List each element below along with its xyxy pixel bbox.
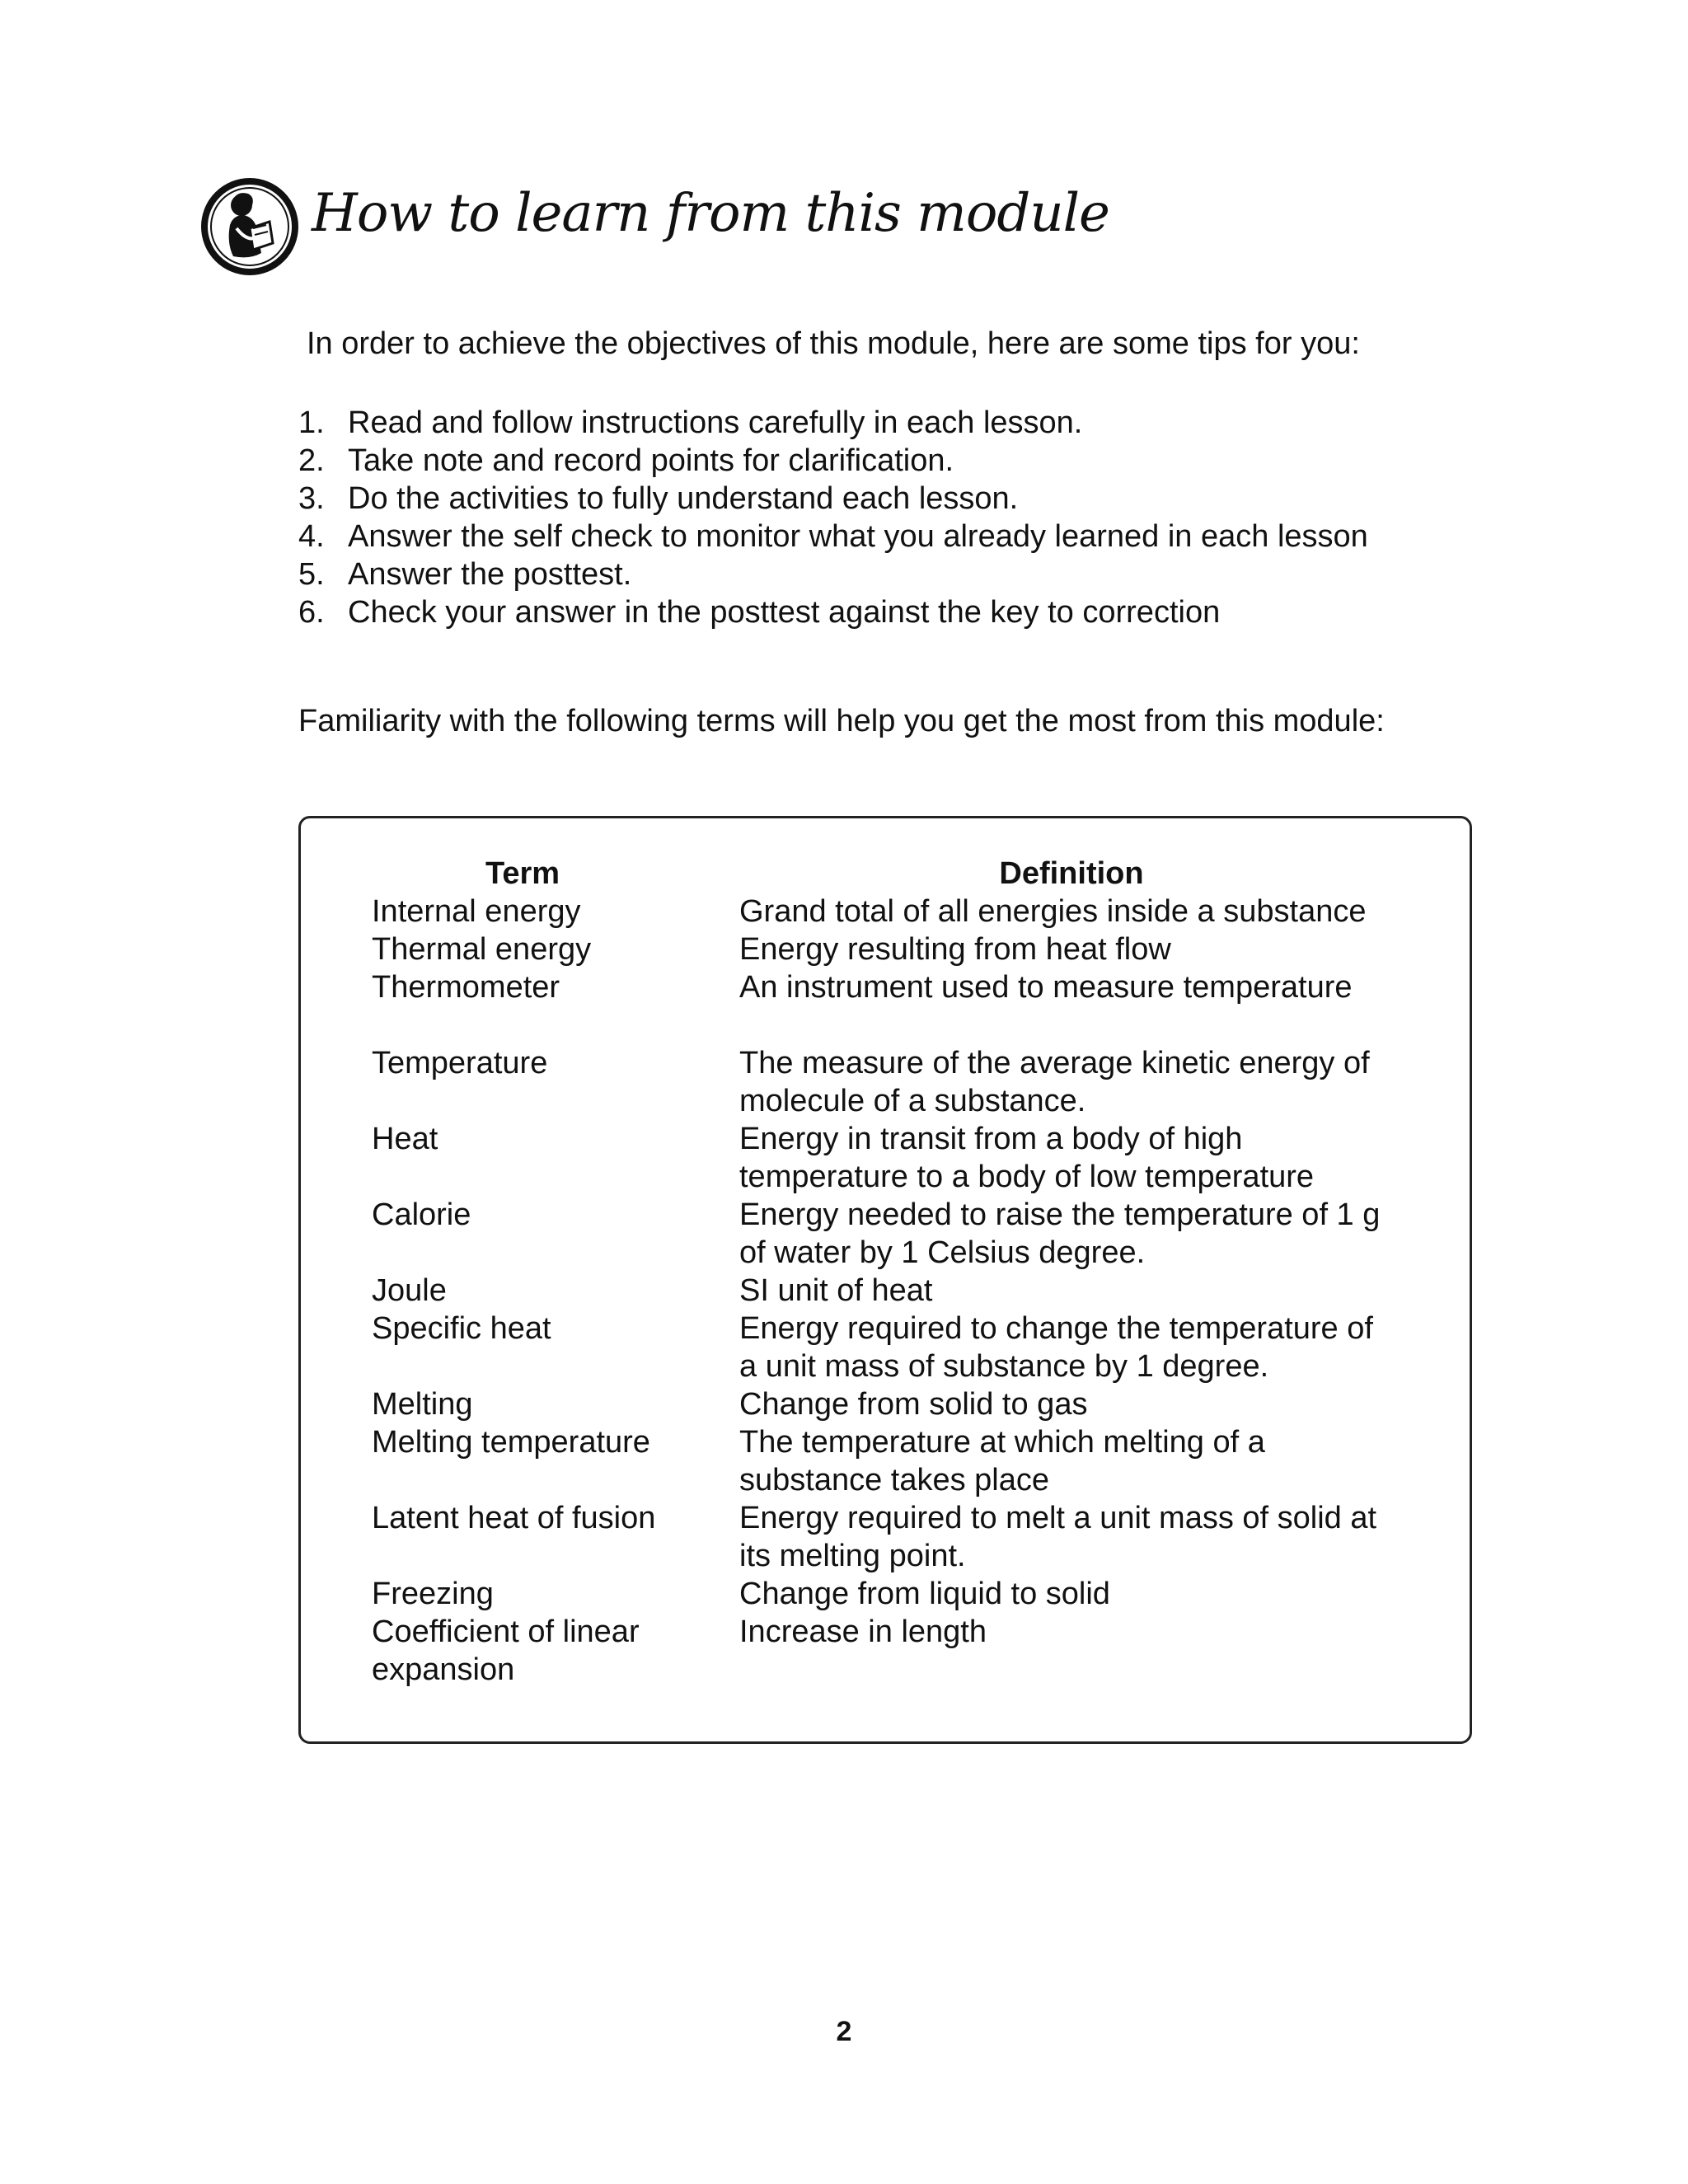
definition-cell: Energy required to change the temperature of a unit mass of substance by 1 degree. [739,1311,1373,1384]
list-item-number: 1. [298,405,325,440]
term-cell: Thermometer [372,970,560,1005]
list-item [298,480,1368,518]
list-item-number: 2. [298,443,325,478]
term-cell: Joule [372,1273,447,1308]
definition-cell: Energy needed to raise the temperature of 1 g of water by 1 Celsius degree. [739,1197,1381,1270]
definition-cell: Energy in transit from a body of high temperature to a body of low temperature [739,1122,1315,1194]
definition-cell: Grand total of all energies inside a substance [739,894,1367,929]
definition-cell: Energy required to melt a unit mass of solid at its melting point. [739,1501,1377,1573]
table-row [372,1120,1427,1196]
table-row [372,1575,1427,1613]
page-number: 2 [836,2016,852,2047]
list-item [298,518,1368,555]
list-item-text: Read and follow instructions carefully in each lesson. [348,405,1083,440]
definition-cell: Change from solid to gas [739,1387,1088,1422]
table-row [372,1613,1427,1689]
familiarity-text: Familiarity with the following terms will help you get the most from this module: [298,704,1385,738]
table-row [372,1499,1427,1575]
list-item-text: Check your answer in the posttest against the key to correction [348,595,1221,630]
table-row [372,1272,1427,1310]
definition-cell: Change from liquid to solid [739,1577,1110,1611]
term-cell: Coefficient of linear expansion [372,1615,640,1687]
definition-cell: SI unit of heat [739,1273,933,1308]
definition-cell: Increase in length [739,1615,987,1649]
terms-table-box [298,816,1472,1744]
list-item-text: Do the activities to fully understand each lesson. [348,481,1019,516]
table-row [372,930,1427,968]
table-row [372,1196,1427,1272]
intro-text: In order to achieve the objectives of this module, here are some tips for you: [307,326,1360,361]
list-item-text: Answer the self check to monitor what you already learned in each lesson [348,519,1368,554]
list-item-text: Take note and record points for clarification. [348,443,954,478]
table-row [372,1044,1427,1120]
tips-list [298,404,1368,631]
term-cell: Melting [372,1387,473,1422]
column-header-term: Term [485,856,560,891]
list-item-number: 5. [298,557,325,592]
definition-cell: The temperature at which melting of a substance takes place [739,1425,1265,1497]
definition-cell: Energy resulting from heat flow [739,932,1171,967]
list-item-number: 4. [298,519,325,554]
term-cell: Internal energy [372,894,581,929]
table-row [372,1423,1427,1499]
definition-cell: An instrument used to measure temperature [739,970,1353,1005]
list-item [298,404,1368,442]
table-row [372,1385,1427,1423]
reading-person-emblem-icon [200,177,299,276]
list-item-text: Answer the posttest. [348,557,632,592]
table-row [372,968,1427,1006]
list-item-number: 6. [298,595,325,630]
term-cell: Heat [372,1122,438,1156]
definition-cell: The measure of the average kinetic energy of molecule of a substance. [739,1046,1370,1118]
table-row [372,1310,1427,1385]
table-row [372,893,1427,930]
term-cell: Melting temperature [372,1425,650,1460]
page-title: How to learn from this module [312,183,1109,244]
terms-table-header [372,855,1427,893]
list-item-number: 3. [298,481,325,516]
list-item [298,593,1368,631]
term-cell: Specific heat [372,1311,551,1346]
term-cell: Temperature [372,1046,548,1080]
term-cell: Calorie [372,1197,471,1232]
list-item [298,555,1368,593]
term-cell: Freezing [372,1577,494,1611]
list-item [298,442,1368,480]
term-cell: Latent heat of fusion [372,1501,656,1535]
column-header-definition: Definition [999,856,1144,891]
terms-table [372,855,1427,1689]
term-cell: Thermal energy [372,932,592,967]
